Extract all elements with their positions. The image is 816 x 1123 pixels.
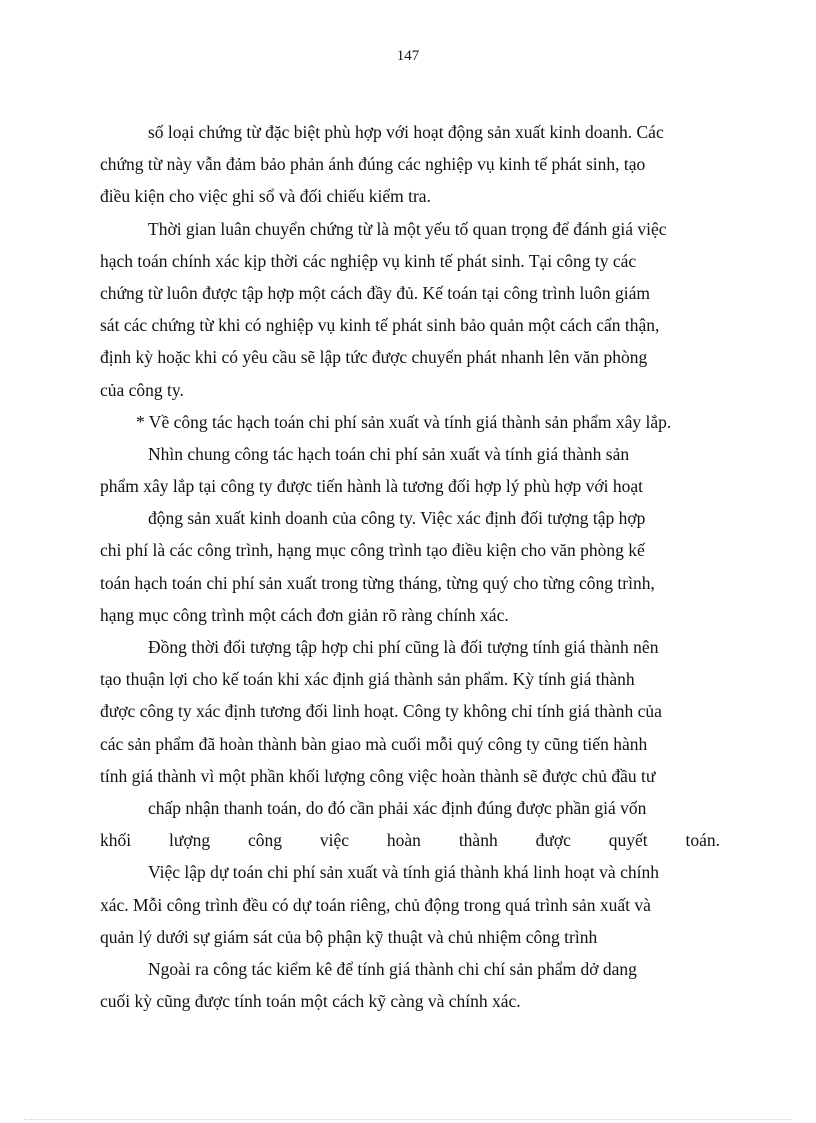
text-line: của công ty. bbox=[100, 379, 184, 400]
footer-divider bbox=[24, 1119, 792, 1120]
text-line: phẩm xây lắp tại công ty được tiến hành là tương đối hợp lý phù hợp với hoạt bbox=[100, 476, 643, 497]
text-line: điều kiện cho việc ghi sổ và đối chiếu kiểm tra. bbox=[100, 186, 431, 207]
text-line: chi phí là các công trình, hạng mục công trình tạo điều kiện cho văn phòng kế bbox=[100, 540, 645, 561]
text-line: các sản phẩm đã hoàn thành bàn giao mà cuối mỗi quý công ty cũng tiến hành bbox=[100, 733, 648, 754]
text-line: chứng từ luôn được tập hợp một cách đầy đủ. Kế toán tại công trình luôn giám bbox=[100, 282, 650, 303]
text-line: số loại chứng từ đặc biệt phù hợp với hoạt động sản xuất kinh doanh. Các bbox=[148, 122, 664, 142]
text-line: Thời gian luân chuyển chứng từ là một yếu tố quan trọng để đánh giá việc bbox=[148, 218, 667, 239]
text-line: xác. Mỗi công trình đều có dự toán riêng, chủ động trong quá trình sản xuất và bbox=[100, 894, 651, 915]
page-number: 147 bbox=[396, 48, 420, 64]
text-line: định kỳ hoặc khi có yêu cầu sẽ lập tức được chuyển phát nhanh lên văn phòng bbox=[100, 347, 648, 368]
text-line: khối lượng công việc hoàn thành được quyết toán. bbox=[100, 830, 720, 851]
body-text bbox=[100, 116, 720, 1017]
text-line: toán hạch toán chi phí sản xuất trong từng tháng, từng quý cho từng công trình, bbox=[100, 572, 655, 593]
text-line: Ngoài ra công tác kiểm kê để tính giá thành chi chí sản phẩm dở dang bbox=[148, 958, 637, 979]
text-line: tính giá thành vì một phần khối lượng công việc hoàn thành sẽ được chủ đầu tư bbox=[100, 765, 656, 786]
text-line: hạch toán chính xác kịp thời các nghiệp vụ kinh tế phát sinh. Tại công ty các bbox=[100, 250, 637, 271]
text-line: được công ty xác định tương đối linh hoạt. Công ty không chỉ tính giá thành của bbox=[100, 701, 662, 722]
text-line: quản lý dưới sự giám sát của bộ phận kỹ thuật và chủ nhiệm công trình bbox=[100, 926, 598, 947]
text-line: Đồng thời đối tượng tập hợp chi phí cũng là đối tượng tính giá thành nên bbox=[148, 637, 659, 657]
text-line: * Về công tác hạch toán chi phí sản xuất và tính giá thành sản phẩm xây lắp. bbox=[136, 411, 672, 432]
text-line: chấp nhận thanh toán, do đó cần phải xác định đúng được phần giá vốn bbox=[148, 797, 647, 818]
text-line: tạo thuận lợi cho kế toán khi xác định giá thành sản phẩm. Kỳ tính giá thành bbox=[100, 669, 635, 690]
text-line: Việc lập dự toán chi phí sản xuất và tính giá thành khá linh hoạt và chính bbox=[148, 862, 659, 883]
text-line: động sản xuất kinh doanh của công ty. Việc xác định đối tượng tập hợp bbox=[148, 508, 646, 529]
text-line: cuối kỳ cũng được tính toán một cách kỹ càng và chính xác. bbox=[100, 991, 521, 1012]
text-line: hạng mục công trình một cách đơn giản rõ ràng chính xác. bbox=[100, 604, 509, 625]
text-line: sát các chứng từ khi có nghiệp vụ kinh tế phát sinh bảo quản một cách cẩn thận, bbox=[100, 315, 660, 336]
text-line: Nhìn chung công tác hạch toán chi phí sản xuất và tính giá thành sản bbox=[148, 443, 630, 464]
text-line: chứng từ này vẫn đảm bảo phản ánh đúng các nghiệp vụ kinh tế phát sinh, tạo bbox=[100, 154, 646, 175]
